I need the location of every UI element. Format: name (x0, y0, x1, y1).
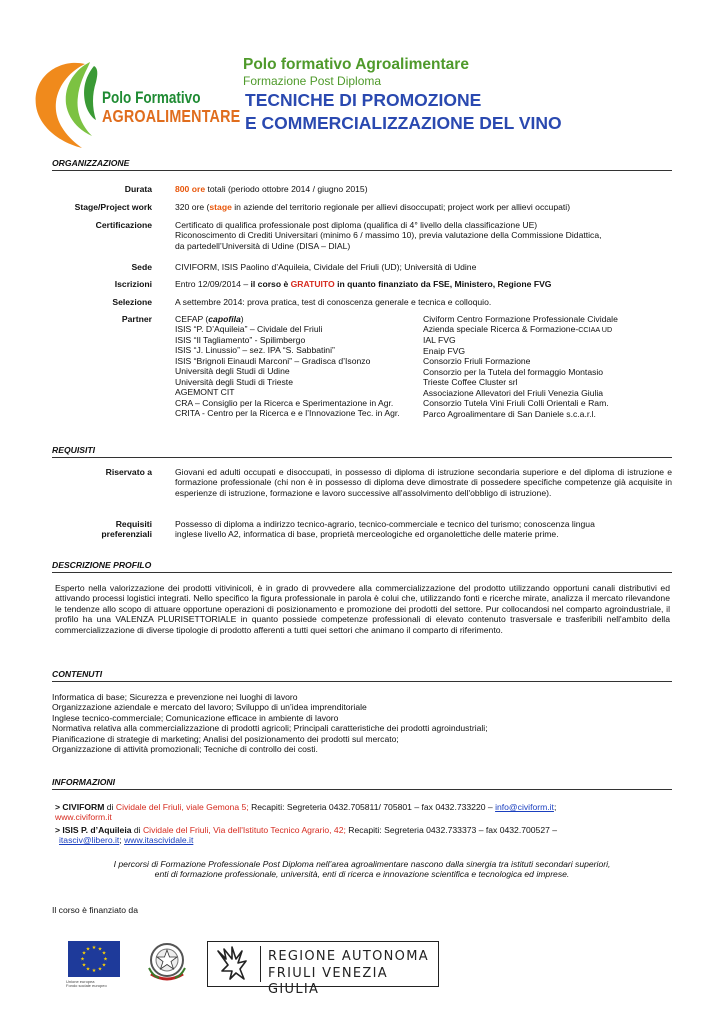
civiform-name: CIVIFORM (62, 802, 105, 812)
iscrizioni-gratuito: GRATUITO (290, 279, 335, 289)
arrow: > (55, 802, 63, 812)
svg-text:★: ★ (85, 966, 91, 973)
value-certificazione (175, 220, 672, 251)
di: di (104, 802, 116, 812)
value-durata (175, 184, 672, 194)
partner-item: CRA – Consiglio per la Ricerca e Sperimentazione in Agr. (175, 397, 394, 408)
iscrizioni-b1: il corso è (250, 279, 291, 289)
info-civiform (55, 802, 672, 823)
label-certificazione: Certificazione (95, 220, 152, 230)
partner-col2 (423, 314, 673, 419)
section-heading-requisiti: REQUISITI (52, 445, 672, 458)
partner-item: Enaip FVG (423, 345, 466, 356)
svg-text:★: ★ (101, 950, 107, 957)
isis-address: Cividale del Friuli, Via dell'Istituto Tecnico Agrario, 42; (142, 825, 346, 835)
civiform-address: Cividale del Friuli, viale Gemona 5; (115, 802, 249, 812)
sep: ; (553, 802, 557, 812)
profilo-text: Esperto nella valorizzazione dei prodotti vitivinicoli, è in grado di provvedere alla commercializzazione del prodotto utilizzando opportuni canali distributivi ed attivando processi logistici integrati. Nello specifico la figura professionale in parola è colui che, utilizzando fonti e ricerche mirate, analizza il mercato rilevandone le tendenze allo scopo di attuare opportune operazioni di posizionamento e promozione dei prodotti del settore. Pur collocandosi nel comparto agroindustriale, il profilo ha una VALENZA PLURISETTORIALE in quanto possiede competenze professionali di elevato contenuto trasversale e trasferibili nell'ambito della commercializzazione di diverse tipologie di prodotto afferenti a tutti quei settori che animano il comparto di riferimento. (55, 583, 670, 635)
row-sede (52, 262, 672, 272)
civiform-email-link[interactable]: info@civiform.it (495, 802, 554, 812)
logo-line1: Polo Formativo (102, 89, 201, 107)
contenuti-item: Informatica di base; Sicurezza e prevenzione nei luoghi di lavoro (52, 692, 298, 702)
cefap-end: ) (240, 314, 244, 324)
isis-email-link[interactable]: itasciv@libero.it (59, 835, 120, 846)
partner-item: AGEMONT CIT (175, 387, 235, 398)
eagle-icon (214, 945, 254, 983)
regione-fvg-logo (207, 941, 439, 997)
civiform-web-link[interactable]: www.civiform.it (55, 812, 112, 823)
svg-text:★: ★ (103, 956, 108, 963)
section-heading-contenuti: CONTENUTI (52, 669, 672, 682)
row-preferenziali (52, 519, 672, 540)
course-title-line2: E COMMERCIALIZZAZIONE DEL VINO (245, 113, 562, 133)
partner-item (175, 314, 423, 324)
label-riservato: Riservato a (105, 467, 152, 477)
svg-text:★: ★ (81, 950, 87, 957)
partner-item: ISIS “Il Tagliamento” - Spilimbergo (175, 334, 306, 345)
isis-name: ISIS P. d’Aquileia (62, 825, 132, 835)
info-isis (55, 825, 672, 846)
row-certificazione (52, 220, 672, 251)
arrow: > (55, 825, 63, 835)
partner-item: IAL FVG (423, 335, 456, 346)
partner-col1 (175, 314, 423, 419)
partner-item: ISIS “J. Linussio” – sez. IPA “S. Sabbatini” (175, 345, 335, 356)
contenuti-item: Pianificazione di strategie di marketing; Analisi del posizionamento dei prodotti sul mercato; (52, 733, 399, 744)
eu-caption (66, 980, 126, 989)
eu-flag-icon (68, 941, 120, 977)
section-heading-organizzazione: ORGANIZZAZIONE (52, 158, 672, 171)
label-durata: Durata (124, 184, 152, 194)
stage-word: stage (209, 202, 232, 212)
row-selezione (52, 297, 672, 307)
italian-republic-emblem-icon (145, 938, 189, 986)
label-selezione: Selezione (112, 297, 152, 307)
partner-item: Trieste Coffee Cluster srl (423, 377, 518, 388)
cefap-pre: CEFAP ( (175, 314, 209, 324)
cert-line1: Certificato di qualifica professionale post diploma (qualifica di 4° livello della classificazione UE) (175, 220, 538, 230)
value-selezione: A settembre 2014: prova pratica, test di conoscenza generale e tecnica e colloquio. (175, 297, 492, 307)
partner-item: ISIS “P. D’Aquileia” – Cividale del Friuli (175, 324, 323, 335)
logo-line2: AGROALIMENTARE (102, 106, 241, 127)
contenuti-item: Organizzazione aziendale e mercato del lavoro; Sviluppo di un’idea imprenditoriale (52, 702, 367, 713)
value-preferenziali (175, 519, 672, 540)
footer-note (52, 859, 672, 880)
header-subtitle: Formazione Post Diploma (243, 74, 382, 88)
label-iscrizioni: Iscrizioni (114, 279, 152, 289)
region-line2: FRIULI VENEZIA GIULIA (268, 966, 388, 997)
contenuti-item: Normativa relativa alla commercializzazione di prodotti agricoli; Principali caratteristiche dei prodotti agroindustriali; (52, 723, 488, 734)
svg-text:★: ★ (91, 968, 97, 974)
pref-line1: Possesso di diploma a indirizzo tecnico-agrario, tecnico-commerciale e tecnico del turismo; conoscenza lingua (175, 519, 595, 529)
stage-pre: 320 ore ( (175, 202, 210, 212)
row-iscrizioni (52, 279, 672, 289)
cert-line3: da partedell’Università di Udine (DISA – DIAL) (175, 240, 351, 251)
partner-item: Consorzio Tutela Vini Friuli Colli Orientali e Ram. (423, 398, 609, 409)
partner-item (423, 324, 673, 335)
label-sede: Sede (131, 262, 152, 272)
cert-line2: Riconoscimento di Crediti Universitari (minimo 6 / massimo 10), previa valutazione della Commissione Didattica, (175, 230, 602, 241)
label-stage: Stage/Project work (74, 202, 152, 212)
partner-item: Consorzio per la Tutela del formaggio Montasio (423, 366, 604, 377)
stage-post: in aziende del territorio regionale per allievi disoccupati; project work per allievi occupati) (231, 202, 571, 212)
course-title-line1: TECNICHE DI PROMOZIONE (245, 90, 482, 110)
di: di (131, 825, 143, 835)
partner-item: Università degli Studi di Trieste (175, 376, 293, 387)
value-riservato: Giovani ed adulti occupati e disoccupati, in possesso di diploma di istruzione secondaria superiore e del diploma di istruzione e formazione professionale (chi non è in possesso di diploma deve dimostrate di possedere specifiche competenze già acquisite in esperienze di istruzione, formazione e lavoro successive all'assolvimento dell'obbligo di istruzione). (175, 467, 672, 498)
region-divider (260, 946, 261, 982)
label-pref-2: preferenziali (101, 529, 152, 540)
isis-web-link[interactable]: www.itascividale.it (124, 835, 194, 846)
label-pref-1: Requisiti (115, 519, 152, 529)
contenuti-list (52, 692, 672, 755)
partner-item: Civiform Centro Formazione Professionale Cividale (423, 314, 618, 324)
svg-text:★: ★ (101, 962, 107, 969)
value-stage (175, 202, 672, 212)
svg-text:★: ★ (97, 946, 103, 953)
svg-text:★: ★ (91, 945, 97, 951)
partner-list (175, 314, 675, 419)
azienda-speciale: Azienda speciale Ricerca & Formazione- (423, 324, 579, 335)
partner-item: ISIS “Brignoli Einaudi Marconi” – Gradisca d’Isonzo (175, 355, 371, 366)
pref-line2: inglese livello A2, informatica di base, proprietà merceologiche ed organolettiche delle materie prime. (175, 529, 559, 540)
partner-item: Università degli Studi di Udine (175, 366, 290, 377)
contenuti-item: Organizzazione di attività promozionali; Tecniche di controllo dei costi. (52, 744, 318, 755)
iscrizioni-pre: Entro 12/09/2014 – (175, 279, 251, 289)
section-heading-profilo: DESCRIZIONE PROFILO (52, 560, 672, 573)
svg-text:★: ★ (80, 956, 85, 963)
region-line1: REGIONE AUTONOMA (268, 949, 429, 964)
svg-text:★: ★ (97, 966, 103, 973)
label-partner: Partner (121, 314, 152, 324)
section-heading-informazioni: INFORMAZIONI (52, 777, 672, 790)
value-sede: CIVIFORM, ISIS Paolino d’Aquileia, Cividale del Friuli (UD); Università di Udine (175, 262, 477, 272)
durata-hours: 800 ore (175, 184, 206, 194)
iscrizioni-b2: in quanto finanziato da FSE, Ministero, Regione FVG (334, 279, 552, 289)
capofila: capofila (208, 314, 241, 324)
footer-note-line1: I percorsi di Formazione Professionale Post Diploma nell’area agroalimentare nascono dalla sinergia tra istituti secondari superiori, (113, 859, 611, 869)
svg-text:★: ★ (81, 962, 87, 969)
isis-contacts: Recapiti: Segreteria 0432.733373 – fax 0432.700527 – (345, 825, 558, 835)
eu-caption-2: Fondo sociale europeo (66, 983, 107, 989)
svg-text:★: ★ (85, 946, 91, 953)
cciaa: CCIAA UD (578, 325, 613, 335)
sep: ; (119, 835, 125, 846)
durata-rest: totali (periodo ottobre 2014 / giugno 2015) (205, 184, 368, 194)
partner-item: Parco Agroalimentare di San Daniele s.c.a.r.l. (423, 408, 596, 419)
polo-title: Polo formativo Agroalimentare (243, 56, 469, 73)
row-durata (52, 184, 672, 194)
partner-item: Consorzio Friuli Formazione (423, 356, 531, 367)
eu-caption-1: Unione europea (66, 979, 95, 984)
civiform-contacts: Recapiti: Segreteria 0432.705811/ 705801 – fax 0432.733220 – (248, 802, 496, 812)
value-iscrizioni (175, 279, 672, 289)
row-stage (52, 202, 672, 212)
logo-wordmark (102, 90, 240, 126)
row-riservato (52, 467, 672, 498)
contenuti-item: Inglese tecnico-commerciale; Comunicazione efficace in ambiente di lavoro (52, 712, 339, 723)
footer-note-line2: enti di formazione professionale, università, enti di ricerca e innovazione scientifica e tecnologica ed imprese. (154, 869, 570, 880)
partner-item: Associazione Allevatori del Friuli Venezia Giulia (423, 387, 604, 398)
partner-item: CRITA - Centro per la Ricerca e e l’Innovazione Tec. in Agr. (175, 408, 400, 419)
label-preferenziali (52, 519, 152, 540)
financed-by: Il corso è finanziato da (52, 905, 138, 915)
